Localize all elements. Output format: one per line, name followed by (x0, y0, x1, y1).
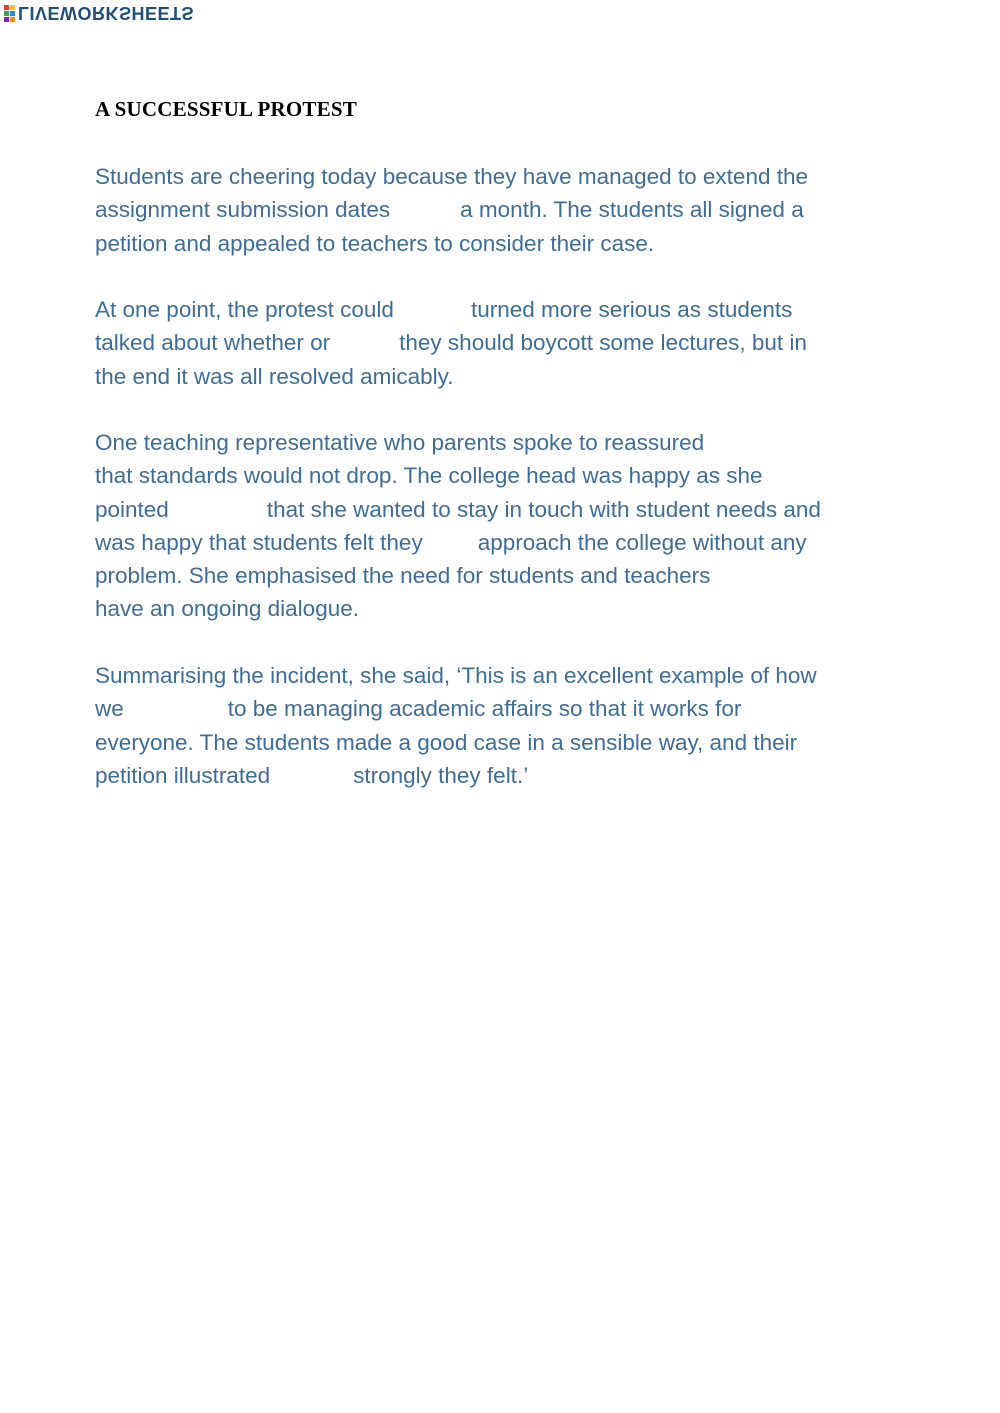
text-line: was happy that students felt they approach the college without any (95, 529, 807, 555)
text-line: assignment submission dates a month. The students all signed a (95, 197, 804, 223)
text-line: everyone. The students made a good case in a sensible way, and their (95, 729, 798, 755)
liveworksheets-logo (4, 2, 194, 24)
paragraph-4 (95, 659, 817, 792)
text-line: that standards would not drop. The college head was happy as she (95, 463, 763, 489)
paragraph-2 (95, 293, 807, 393)
text-line: petition illustrated strongly they felt.’ (95, 762, 529, 788)
paragraph-1 (95, 160, 808, 260)
logo-square (4, 5, 9, 10)
logo-text: LIVEWORKSHEETS (18, 3, 195, 23)
text-line: the end it was all resolved amicably. (95, 363, 454, 389)
text-line: Students are cheering today because they have managed to extend the (95, 164, 809, 189)
logo-square (10, 17, 15, 22)
text-line: Summarising the incident, she said, ‘This is an excellent example of how (95, 663, 817, 688)
logo-squares-icon (4, 5, 15, 22)
logo-square (4, 17, 9, 22)
text-line: One teaching representative who parents spoke to reassured (95, 430, 705, 455)
logo-square (10, 5, 15, 10)
text-line: problem. She emphasised the need for students and teachers (95, 563, 711, 589)
worksheet-title: A SUCCESSFUL PROTEST (95, 97, 357, 121)
text-line: petition and appealed to teachers to consider their case. (95, 230, 655, 256)
text-line: talked about whether or they should boycott some lectures, but in (95, 330, 807, 356)
text-line: At one point, the protest could turned more serious as students (95, 297, 793, 322)
logo-square (4, 11, 9, 16)
text-line: pointed that she wanted to stay in touch with student needs and (95, 496, 821, 522)
text-line: we to be managing academic affairs so that it works for (95, 696, 742, 722)
paragraph-3 (95, 426, 821, 626)
logo-square (10, 11, 15, 16)
text-line: have an ongoing dialogue. (95, 596, 359, 622)
